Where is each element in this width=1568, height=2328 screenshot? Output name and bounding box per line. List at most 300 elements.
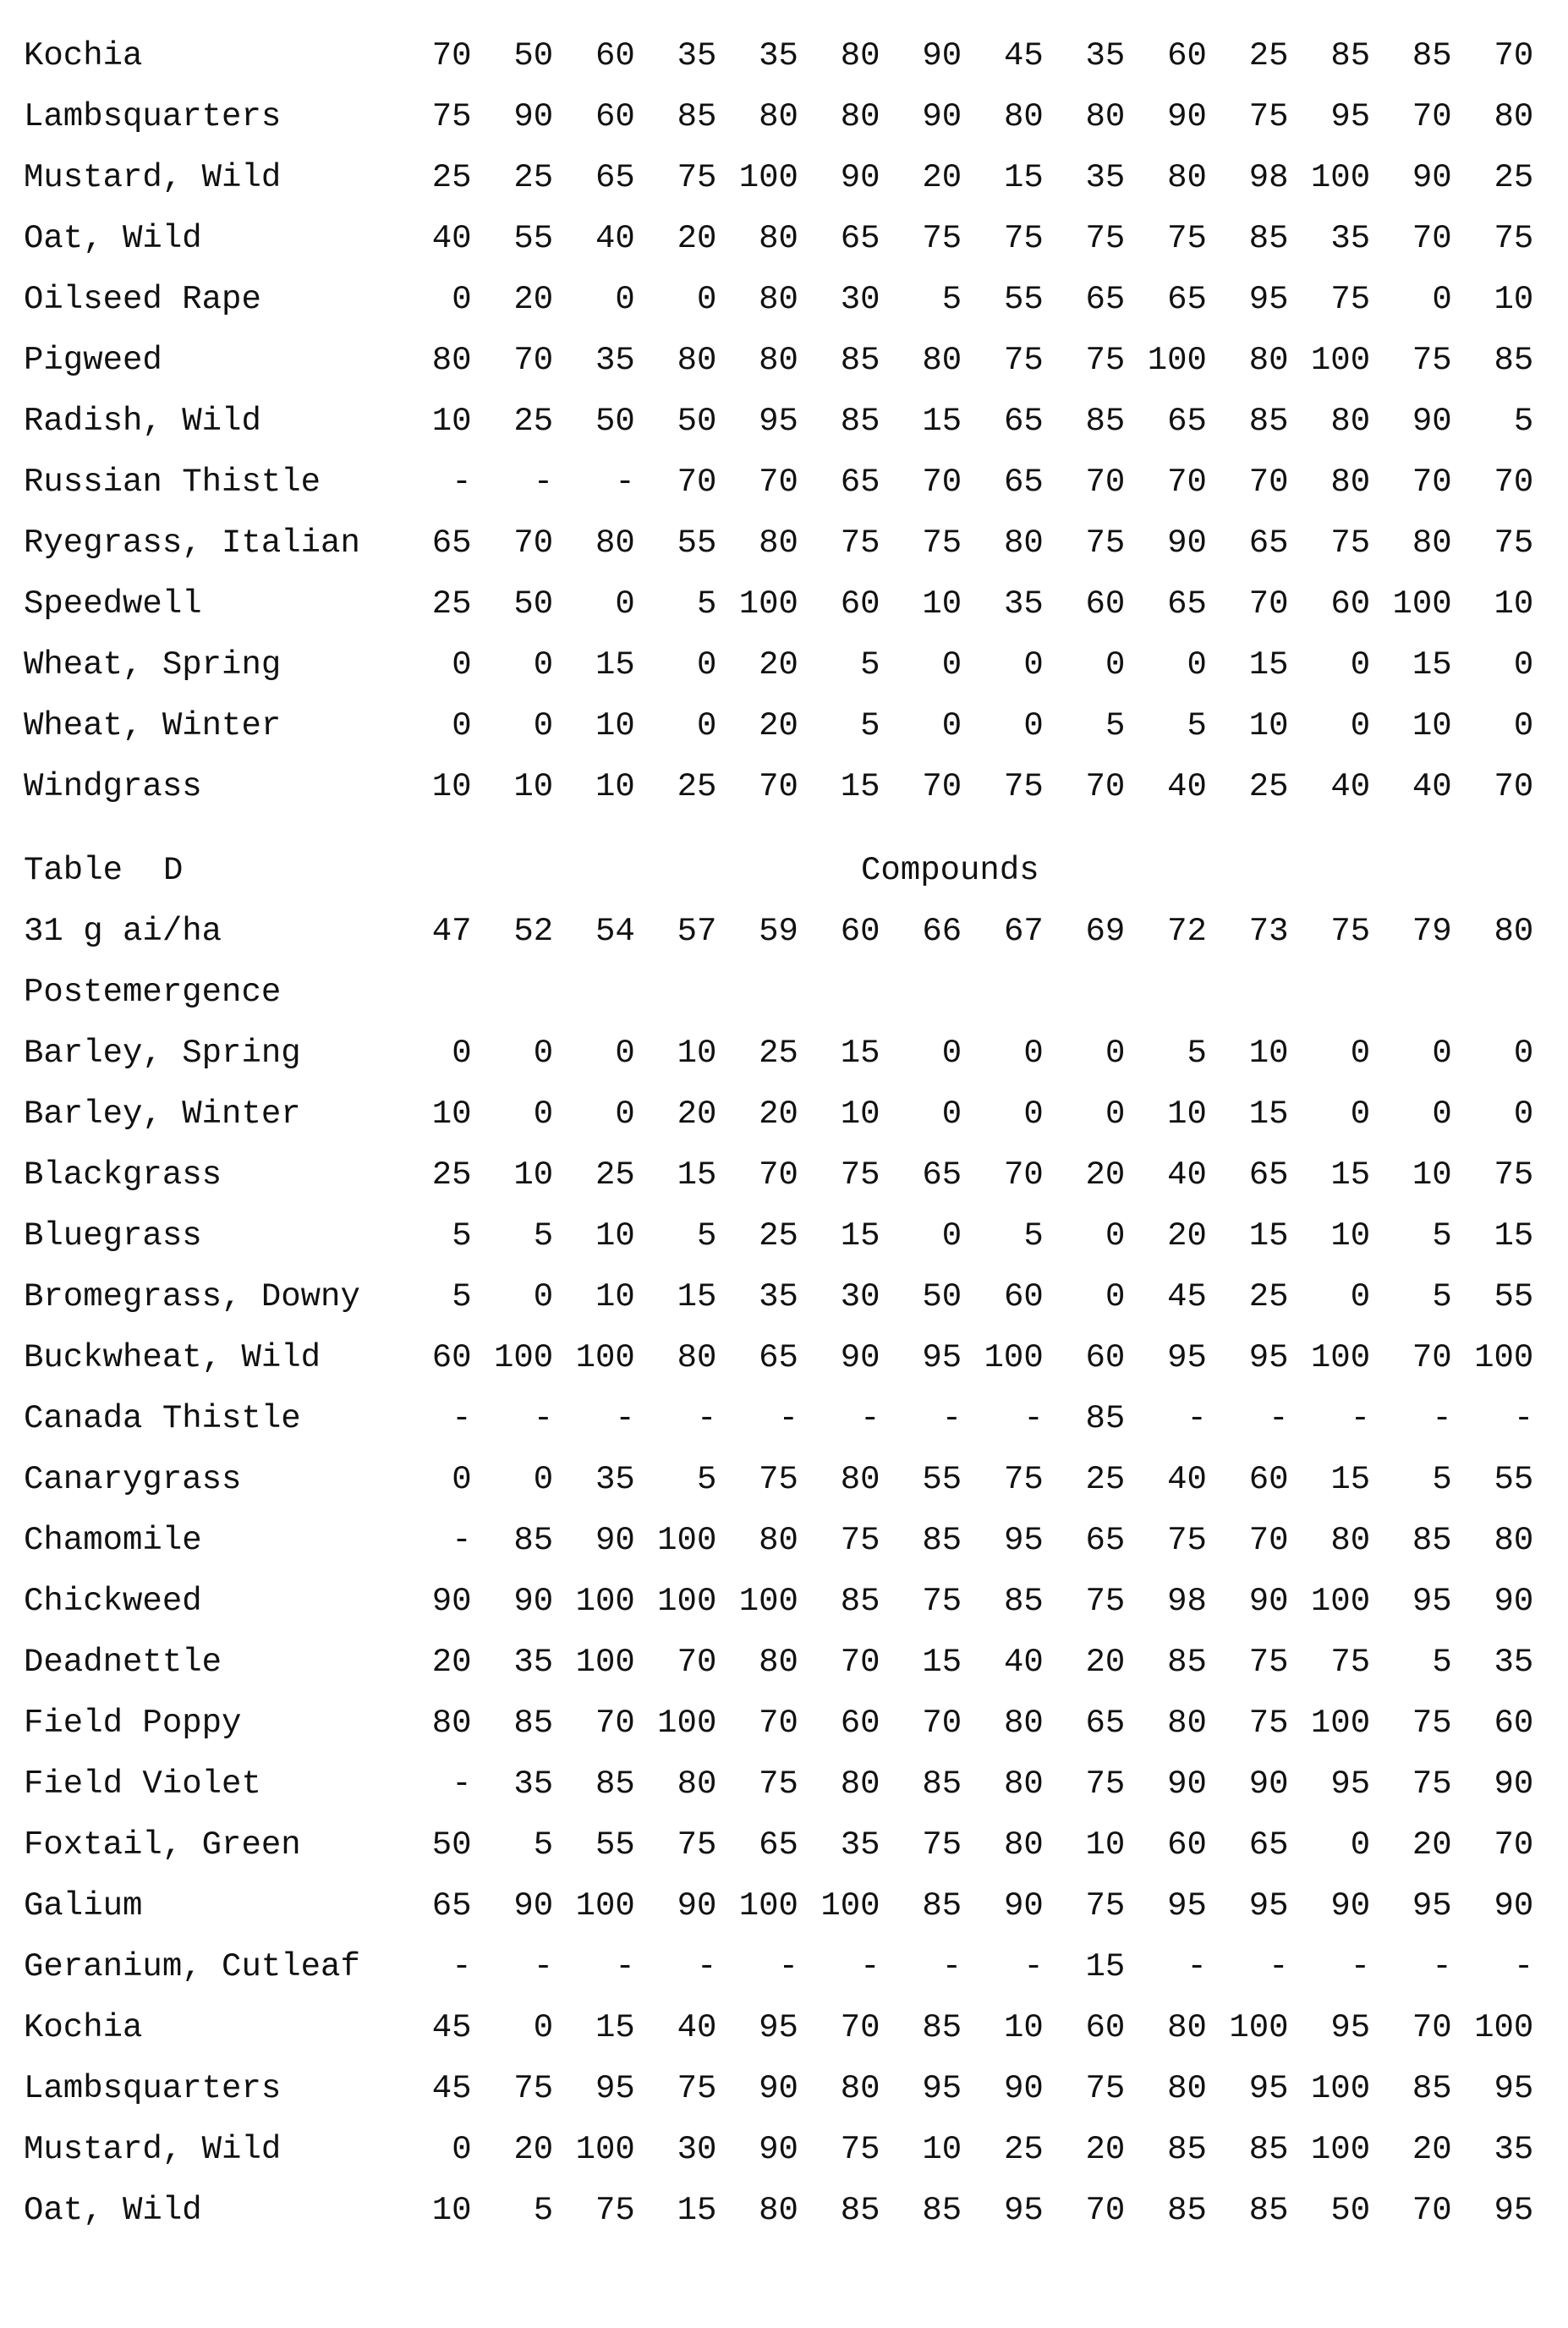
cell-value: 40	[553, 220, 635, 257]
weed-name: Field Violet	[24, 1765, 390, 1803]
cell-value: 0	[390, 1461, 472, 1498]
cell-value: 15	[1207, 646, 1289, 684]
cell-value: 100	[1289, 1705, 1371, 1742]
cell-value: 70	[1044, 2192, 1126, 2229]
section-label-row	[24, 962, 1546, 1023]
cell-value: 100	[1452, 1339, 1534, 1376]
compound-number: 47	[390, 913, 472, 950]
cell-value: 80	[1125, 159, 1207, 196]
cell-value: 10	[1125, 1095, 1207, 1133]
cell-value: 35	[1044, 159, 1126, 196]
table-row	[24, 1997, 1546, 2058]
rate-label: 31 g ai/ha	[24, 913, 390, 950]
cell-value: 100	[472, 1339, 554, 1376]
cell-value: 80	[798, 1461, 880, 1498]
cell-value: 70	[880, 1705, 962, 1742]
table-row	[24, 25, 1546, 86]
cell-value: 25	[1207, 768, 1289, 805]
cell-value: 0	[1289, 1035, 1371, 1072]
cell-value: 70	[1370, 98, 1452, 135]
cell-value: 20	[472, 2131, 554, 2168]
cell-value: 98	[1125, 1583, 1207, 1620]
cell-value: 40	[390, 220, 472, 257]
cell-value: 35	[798, 1826, 880, 1864]
cell-value: 70	[798, 2009, 880, 2046]
cell-value: 0	[390, 707, 472, 744]
cell-value: 25	[635, 768, 717, 805]
cell-value: 50	[390, 1826, 472, 1864]
cell-value: 35	[635, 37, 717, 74]
cell-value: 75	[962, 342, 1044, 379]
cell-value: 70	[716, 464, 798, 501]
cell-value: 25	[1452, 159, 1534, 196]
cell-value: 90	[1207, 1583, 1289, 1620]
cell-value: 95	[1289, 98, 1371, 135]
table-title: Table	[24, 852, 123, 889]
cell-value: 75	[1289, 1644, 1371, 1681]
compound-number: 73	[1207, 913, 1289, 950]
cell-value: 80	[553, 524, 635, 562]
cell-value: 0	[962, 1035, 1044, 1072]
cell-value: 80	[1452, 98, 1534, 135]
cell-value: 15	[880, 1644, 962, 1681]
cell-value: 5	[635, 1217, 717, 1255]
cell-value: 10	[962, 2009, 1044, 2046]
cell-value: -	[1452, 1400, 1534, 1437]
cell-value: 5	[390, 1217, 472, 1255]
cell-value: -	[1370, 1400, 1452, 1437]
cell-value: 85	[1044, 403, 1126, 440]
cell-value: 75	[962, 220, 1044, 257]
cell-value: 80	[1125, 2009, 1207, 2046]
cell-value: 80	[798, 98, 880, 135]
cell-value: 5	[635, 1461, 717, 1498]
weed-name: Barley, Spring	[24, 1035, 390, 1072]
cell-value: 90	[798, 159, 880, 196]
cell-value: 100	[1289, 2070, 1371, 2107]
cell-value: 20	[390, 1644, 472, 1681]
cell-value: 100	[1207, 2009, 1289, 2046]
cell-value: 10	[390, 1095, 472, 1133]
weed-name: Canarygrass	[24, 1461, 390, 1498]
cell-value: 75	[1289, 524, 1371, 562]
cell-value: 95	[1207, 281, 1289, 318]
cell-value: 10	[880, 585, 962, 623]
cell-value: 5	[1125, 1035, 1207, 1072]
cell-value: 100	[1289, 342, 1371, 379]
cell-value: 75	[635, 159, 717, 196]
cell-value: 5	[472, 2192, 554, 2229]
cell-value: -	[472, 1400, 554, 1437]
table-row	[24, 2119, 1546, 2180]
cell-value: 5	[472, 1217, 554, 1255]
cell-value: 70	[1370, 1339, 1452, 1376]
cell-value: 90	[1125, 98, 1207, 135]
cell-value: 85	[553, 1765, 635, 1803]
cell-value: 10	[553, 707, 635, 744]
cell-value: 75	[1370, 1765, 1452, 1803]
cell-value: 0	[880, 1095, 962, 1133]
cell-value: 95	[1207, 2070, 1289, 2107]
cell-value: 95	[553, 2070, 635, 2107]
cell-value: 75	[1044, 2070, 1126, 2107]
cell-value: -	[1289, 1948, 1371, 1985]
cell-value: 0	[390, 2131, 472, 2168]
cell-value: 25	[716, 1217, 798, 1255]
cell-value: -	[553, 464, 635, 501]
cell-value: 15	[635, 2192, 717, 2229]
table-row	[24, 1571, 1546, 1632]
cell-value: 65	[1207, 524, 1289, 562]
cell-value: 15	[798, 768, 880, 805]
cell-value: 75	[390, 98, 472, 135]
cell-value: 0	[472, 1035, 554, 1072]
cell-value: 65	[1207, 1826, 1289, 1864]
cell-value: 90	[880, 98, 962, 135]
cell-value: 65	[1125, 585, 1207, 623]
cell-value: 10	[1370, 1156, 1452, 1194]
cell-value: 25	[553, 1156, 635, 1194]
cell-value: 10	[390, 2192, 472, 2229]
cell-value: 0	[1044, 646, 1126, 684]
cell-value: 70	[635, 1644, 717, 1681]
cell-value: 0	[553, 585, 635, 623]
cell-value: 20	[1044, 1644, 1126, 1681]
cell-value: 45	[390, 2009, 472, 2046]
cell-value: 70	[962, 1156, 1044, 1194]
section-label: Postemergence	[24, 974, 880, 1011]
cell-value: 80	[1452, 1522, 1534, 1559]
cell-value: 80	[962, 1705, 1044, 1742]
compound-number: 75	[1289, 913, 1371, 950]
cell-value: 90	[635, 1887, 717, 1924]
cell-value: 85	[1207, 2192, 1289, 2229]
cell-value: 90	[716, 2070, 798, 2107]
table-row	[24, 330, 1546, 391]
compound-number: 54	[553, 913, 635, 950]
cell-value: 0	[1044, 1278, 1126, 1315]
cell-value: 60	[1452, 1705, 1534, 1742]
table-row	[24, 1754, 1546, 1815]
cell-value: 100	[1125, 342, 1207, 379]
cell-value: 5	[1370, 1461, 1452, 1498]
cell-value: 65	[1125, 281, 1207, 318]
cell-value: 75	[1207, 1644, 1289, 1681]
cell-value: 25	[962, 2131, 1044, 2168]
weed-name: Kochia	[24, 2009, 390, 2046]
cell-value: 0	[1370, 281, 1452, 318]
cell-value: 40	[1370, 768, 1452, 805]
cell-value: 80	[635, 1339, 717, 1376]
cell-value: 35	[472, 1644, 554, 1681]
cell-value: 85	[880, 1887, 962, 1924]
cell-value: -	[1125, 1948, 1207, 1985]
table-row	[24, 2058, 1546, 2119]
table-row	[24, 1327, 1546, 1388]
cell-value: 0	[962, 646, 1044, 684]
cell-value: 70	[472, 342, 554, 379]
cell-value: 0	[390, 1035, 472, 1072]
cell-value: 0	[962, 707, 1044, 744]
table-row	[24, 695, 1546, 756]
cell-value: 90	[472, 1583, 554, 1620]
cell-value: 5	[472, 1826, 554, 1864]
cell-value: 70	[1207, 585, 1289, 623]
cell-value: 60	[798, 1705, 880, 1742]
cell-value: 20	[1370, 2131, 1452, 2168]
cell-value: 95	[962, 1522, 1044, 1559]
cell-value: 0	[1044, 1217, 1126, 1255]
cell-value: 95	[880, 1339, 962, 1376]
cell-value: 75	[1044, 220, 1126, 257]
weed-name: Mustard, Wild	[24, 159, 390, 196]
cell-value: 55	[472, 220, 554, 257]
cell-value: 80	[1207, 342, 1289, 379]
cell-value: 10	[1207, 707, 1289, 744]
cell-value: 20	[1125, 1217, 1207, 1255]
cell-value: 85	[1125, 2192, 1207, 2229]
table-row	[24, 1510, 1546, 1571]
cell-value: 0	[635, 707, 717, 744]
cell-value: 80	[716, 1644, 798, 1681]
compound-number: 59	[716, 913, 798, 950]
cell-value: 25	[472, 159, 554, 196]
weed-name: Wheat, Winter	[24, 707, 390, 744]
cell-value: -	[1289, 1400, 1371, 1437]
table-d-header	[24, 840, 1546, 901]
weed-name: Oat, Wild	[24, 2192, 390, 2229]
table-row	[24, 1388, 1546, 1449]
cell-value: 35	[553, 342, 635, 379]
cell-value: 80	[1370, 524, 1452, 562]
cell-value: 15	[962, 159, 1044, 196]
cell-value: 70	[1452, 464, 1534, 501]
cell-value: 60	[1125, 1826, 1207, 1864]
cell-value: 55	[553, 1826, 635, 1864]
table-row	[24, 391, 1546, 452]
weed-name: Bluegrass	[24, 1217, 390, 1255]
cell-value: 100	[635, 1522, 717, 1559]
cell-value: 70	[716, 1156, 798, 1194]
cell-value: 100	[635, 1583, 717, 1620]
weed-name: Wheat, Spring	[24, 646, 390, 684]
cell-value: 65	[1207, 1156, 1289, 1194]
cell-value: 70	[635, 464, 717, 501]
cell-value: 70	[553, 1705, 635, 1742]
cell-value: 70	[798, 1644, 880, 1681]
cell-value: 0	[635, 281, 717, 318]
cell-value: -	[716, 1948, 798, 1985]
cell-value: 90	[472, 1887, 554, 1924]
cell-value: 0	[1370, 1035, 1452, 1072]
weed-name: Bromegrass, Downy	[24, 1278, 390, 1315]
cell-value: 5	[1370, 1644, 1452, 1681]
cell-value: 100	[962, 1339, 1044, 1376]
cell-value: 40	[1125, 768, 1207, 805]
cell-value: 65	[962, 464, 1044, 501]
cell-value: 20	[635, 1095, 717, 1133]
cell-value: 100	[553, 1644, 635, 1681]
cell-value: 60	[1125, 37, 1207, 74]
cell-value: 5	[1370, 1217, 1452, 1255]
compound-number: 79	[1370, 913, 1452, 950]
cell-value: 10	[390, 768, 472, 805]
cell-value: -	[880, 1948, 962, 1985]
cell-value: 100	[798, 1887, 880, 1924]
cell-value: 85	[1207, 2131, 1289, 2168]
cell-value: 5	[798, 646, 880, 684]
cell-value: 0	[390, 646, 472, 684]
cell-value: -	[1125, 1400, 1207, 1437]
cell-value: 95	[1370, 1887, 1452, 1924]
weed-name: Geranium, Cutleaf	[24, 1948, 390, 1985]
cell-value: 15	[1044, 1948, 1126, 1985]
cell-value: 85	[880, 1522, 962, 1559]
cell-value: 50	[880, 1278, 962, 1315]
cell-value: 75	[716, 1461, 798, 1498]
cell-value: 65	[390, 524, 472, 562]
compound-number-row	[24, 901, 1546, 962]
cell-value: 85	[472, 1522, 554, 1559]
table-row	[24, 1875, 1546, 1936]
table-row	[24, 1023, 1546, 1084]
weed-name: Russian Thistle	[24, 464, 390, 501]
cell-value: 75	[1044, 524, 1126, 562]
cell-value: 75	[798, 524, 880, 562]
cell-value: 80	[1289, 403, 1371, 440]
compound-number: 52	[472, 913, 554, 950]
cell-value: 100	[553, 1339, 635, 1376]
cell-value: 80	[962, 98, 1044, 135]
cell-value: 100	[553, 1887, 635, 1924]
cell-value: 0	[1452, 1035, 1534, 1072]
cell-value: 70	[716, 768, 798, 805]
cell-value: 20	[880, 159, 962, 196]
cell-value: 70	[716, 1705, 798, 1742]
cell-value: -	[1370, 1948, 1452, 1985]
cell-value: 15	[635, 1278, 717, 1315]
weed-name: Mustard, Wild	[24, 2131, 390, 2168]
cell-value: 85	[635, 98, 717, 135]
cell-value: 70	[1044, 464, 1126, 501]
cell-value: 75	[1289, 281, 1371, 318]
cell-value: 100	[716, 159, 798, 196]
cell-value: 60	[1044, 1339, 1126, 1376]
cell-value: 85	[880, 2192, 962, 2229]
cell-value: 15	[880, 403, 962, 440]
cell-value: 85	[798, 2192, 880, 2229]
cell-value: 10	[1207, 1035, 1289, 1072]
cell-value: -	[553, 1400, 635, 1437]
cell-value: 0	[880, 1217, 962, 1255]
cell-value: 90	[1289, 1887, 1371, 1924]
cell-value: 80	[798, 1765, 880, 1803]
weed-name: Radish, Wild	[24, 403, 390, 440]
cell-value: 90	[1452, 1887, 1534, 1924]
cell-value: 70	[1452, 1826, 1534, 1864]
cell-value: 90	[798, 1339, 880, 1376]
cell-value: 35	[716, 37, 798, 74]
cell-value: 75	[1044, 342, 1126, 379]
cell-value: 80	[880, 342, 962, 379]
cell-value: 0	[390, 281, 472, 318]
cell-value: 85	[962, 1583, 1044, 1620]
table-row	[24, 269, 1546, 330]
cell-value: 5	[1125, 707, 1207, 744]
cell-value: 10	[553, 1217, 635, 1255]
cell-value: 0	[1044, 1095, 1126, 1133]
cell-value: 85	[798, 342, 880, 379]
cell-value: 100	[553, 1583, 635, 1620]
cell-value: 0	[1289, 646, 1371, 684]
cell-value: 20	[1044, 2131, 1126, 2168]
cell-value: 40	[635, 2009, 717, 2046]
cell-value: 85	[1370, 37, 1452, 74]
cell-value: 5	[962, 1217, 1044, 1255]
cell-value: 90	[1207, 1765, 1289, 1803]
cell-value: 75	[635, 1826, 717, 1864]
cell-value: 90	[962, 1887, 1044, 1924]
cell-value: 15	[635, 1156, 717, 1194]
cell-value: 15	[1370, 646, 1452, 684]
cell-value: 75	[880, 1826, 962, 1864]
cell-value: 100	[716, 1887, 798, 1924]
cell-value: 55	[1452, 1278, 1534, 1315]
cell-value: 25	[1207, 37, 1289, 74]
cell-value: 25	[390, 585, 472, 623]
cell-value: 0	[1452, 707, 1534, 744]
cell-value: 70	[1452, 768, 1534, 805]
cell-value: 90	[1125, 524, 1207, 562]
cell-value: -	[798, 1400, 880, 1437]
cell-value: 70	[1044, 768, 1126, 805]
cell-value: 55	[880, 1461, 962, 1498]
cell-value: 95	[716, 2009, 798, 2046]
cell-value: 70	[1207, 1522, 1289, 1559]
table-row	[24, 147, 1546, 208]
cell-value: 75	[1370, 342, 1452, 379]
cell-value: 75	[880, 1583, 962, 1620]
cell-value: 90	[880, 37, 962, 74]
cell-value: 35	[716, 1278, 798, 1315]
cell-value: 75	[1044, 1887, 1126, 1924]
cell-value: 35	[1289, 220, 1371, 257]
cell-value: -	[635, 1948, 717, 1985]
cell-value: 90	[1370, 159, 1452, 196]
weed-name: Foxtail, Green	[24, 1826, 390, 1864]
cell-value: 60	[798, 585, 880, 623]
compound-number: 72	[1125, 913, 1207, 950]
cell-value: 75	[1044, 1765, 1126, 1803]
cell-value: 20	[1044, 1156, 1126, 1194]
cell-value: 0	[1452, 1095, 1534, 1133]
cell-value: 75	[880, 524, 962, 562]
table-row	[24, 208, 1546, 269]
cell-value: 80	[962, 524, 1044, 562]
cell-value: 75	[716, 1765, 798, 1803]
cell-value: 15	[1207, 1095, 1289, 1133]
cell-value: 100	[553, 2131, 635, 2168]
cell-value: 20	[635, 220, 717, 257]
compound-number: 66	[880, 913, 962, 950]
cell-value: 15	[1289, 1461, 1371, 1498]
cell-value: 65	[1044, 1705, 1126, 1742]
cell-value: 85	[1125, 1644, 1207, 1681]
table-d-body	[24, 1023, 1546, 2241]
cell-value: 85	[1125, 2131, 1207, 2168]
cell-value: 45	[1125, 1278, 1207, 1315]
cell-value: 65	[1044, 1522, 1126, 1559]
